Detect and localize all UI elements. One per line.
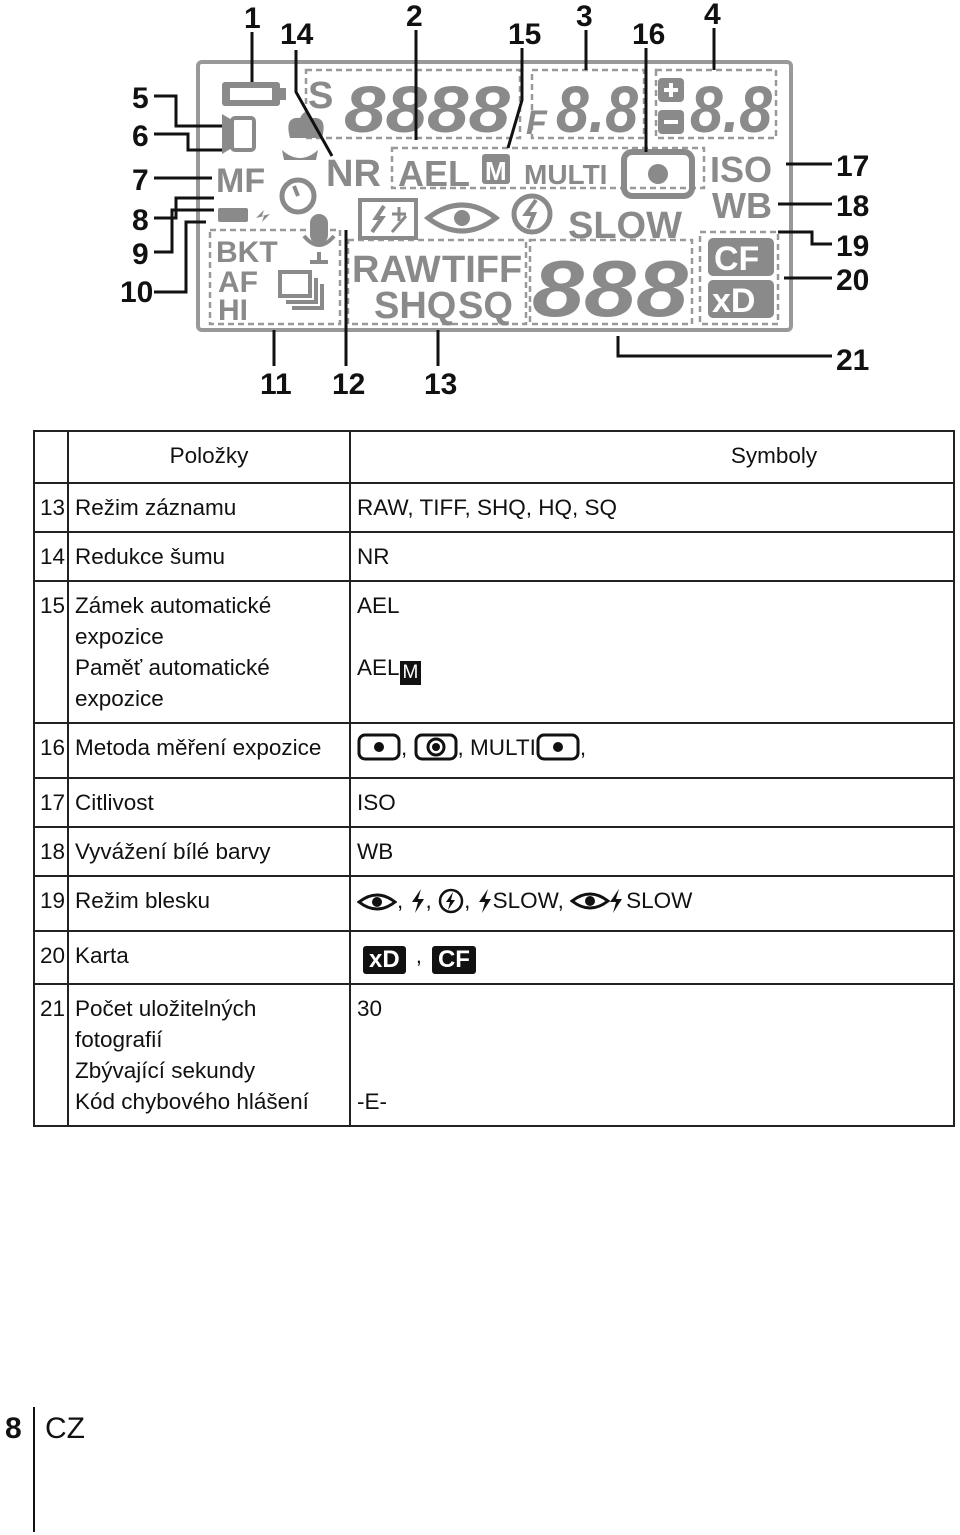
table-row	[34, 483, 954, 532]
lcd-f: F	[526, 104, 547, 142]
row-symbols: NR	[350, 532, 954, 581]
sequential-shooting-icon	[280, 272, 322, 308]
row-symbols	[350, 931, 954, 984]
row-num: 18	[34, 827, 68, 876]
table-row	[34, 581, 954, 723]
flash-bulb-icon	[222, 114, 254, 154]
lcd-bkt: BKT	[216, 236, 278, 269]
flash-off-icon	[438, 888, 464, 922]
row-item: Karta	[68, 931, 350, 984]
symbol-count: 30	[357, 996, 383, 1021]
callout-15: 15	[508, 18, 542, 51]
row-num: 20	[34, 931, 68, 984]
row-item	[68, 581, 350, 723]
xd-badge: xD	[363, 946, 406, 974]
macro-flower-icon	[282, 112, 324, 160]
row-symbols: RAW, TIFF, SHQ, HQ, SQ	[350, 483, 954, 532]
sep: ,	[464, 888, 471, 913]
row-num: 17	[34, 778, 68, 827]
spot-metering-icon	[624, 152, 692, 196]
row-item-line: Počet uložitelných fotografií	[75, 996, 257, 1052]
callout-1: 1	[244, 2, 261, 35]
row-num: 16	[34, 723, 68, 778]
m-badge-text: M	[400, 661, 422, 685]
row-item: Vyvážení bílé barvy	[68, 827, 350, 876]
table-row	[34, 931, 954, 984]
lcd-xd: xD	[712, 282, 756, 320]
row-symbols	[350, 876, 954, 931]
red-eye-slow-icon	[570, 888, 626, 922]
row-item-line: Zámek automatické expozice	[75, 593, 272, 649]
center-weighted-metering-icon	[357, 733, 401, 769]
row-item: Režim blesku	[68, 876, 350, 931]
flash-icon	[410, 888, 426, 922]
lcd-slow: SLOW	[568, 205, 682, 247]
language-code: CZ	[45, 1412, 85, 1445]
row-num: 14	[34, 532, 68, 581]
lcd-tiff: TIFF	[442, 249, 523, 291]
symbol-ael-memory	[357, 652, 947, 686]
table-header-row	[34, 431, 954, 483]
multi-metering-icon	[536, 733, 580, 769]
row-item: Režim záznamu	[68, 483, 350, 532]
callout-5: 5	[132, 82, 149, 115]
lcd-shutter-digits: 8888	[344, 72, 511, 146]
row-item: Metoda měření expozice	[68, 723, 350, 778]
footer-divider	[33, 1407, 35, 1532]
table-row	[34, 827, 954, 876]
lcd-m: M	[485, 156, 507, 186]
table-row	[34, 876, 954, 931]
table-row	[34, 778, 954, 827]
microphone-icon	[304, 214, 334, 262]
lcd-wb: WB	[712, 185, 772, 226]
callout-6: 6	[132, 120, 149, 153]
callout-4: 4	[704, 0, 721, 31]
row-item	[68, 984, 350, 1126]
callout-7: 7	[132, 164, 149, 197]
row-symbols	[350, 984, 954, 1126]
sep: ,	[397, 888, 404, 913]
xd-card-icon	[363, 944, 406, 975]
slow-label: SLOW,	[492, 888, 564, 913]
lcd-s: S	[308, 75, 334, 117]
callout-21: 21	[836, 344, 870, 377]
callout-3: 3	[576, 0, 593, 33]
sep: ,	[401, 735, 408, 760]
lcd-ael: AEL	[398, 153, 470, 194]
callout-16: 16	[632, 18, 666, 51]
cf-badge: CF	[432, 946, 476, 974]
callout-18: 18	[836, 190, 870, 223]
flash-compensation-icon	[360, 200, 416, 238]
callout-10: 10	[120, 276, 154, 309]
row-item-line: Paměť automatické expozice	[75, 655, 270, 711]
lcd-shq: SHQ	[374, 285, 457, 327]
header-symbols: Symboly	[350, 431, 954, 483]
sep: , MULTI	[457, 735, 536, 760]
symbol-ael: AEL	[357, 593, 400, 618]
lcd-cf: CF	[714, 240, 760, 278]
row-num: 21	[34, 984, 68, 1126]
row-num: 15	[34, 581, 68, 723]
row-item-line: Zbývající sekundy	[75, 1058, 256, 1083]
callout-8: 8	[132, 204, 149, 237]
lcd-count-digits: 888	[532, 244, 689, 333]
header-items: Položky	[68, 431, 350, 483]
self-timer-icon	[282, 180, 314, 212]
lcd-af: AF	[218, 266, 258, 299]
symbols-table	[33, 430, 955, 1127]
lcd-multi: MULTI	[524, 159, 608, 190]
m-badge-icon	[400, 655, 422, 686]
lcd-exposure-digits: 8.8	[690, 72, 773, 146]
callout-19: 19	[836, 230, 870, 263]
row-item: Redukce šumu	[68, 532, 350, 581]
sep: ,	[415, 943, 422, 968]
callout-17: 17	[836, 150, 870, 183]
callout-11: 11	[260, 368, 292, 401]
lcd-aperture-digits: 8.8	[556, 72, 639, 146]
lcd-panel-diagram	[0, 0, 960, 420]
lcd-sq: SQ	[458, 285, 513, 327]
lcd-nr: NR	[326, 153, 381, 195]
callout-14: 14	[280, 18, 314, 51]
slow-flash-icon	[477, 888, 493, 922]
page-number: 8	[5, 1412, 22, 1445]
cf-card-icon	[432, 944, 476, 975]
sep: ,	[425, 888, 432, 913]
row-item: Citlivost	[68, 778, 350, 827]
callout-12: 12	[332, 368, 366, 401]
symbol-ael-text: AEL	[357, 655, 400, 680]
battery-icon	[222, 82, 286, 106]
flash-off-icon	[514, 196, 550, 232]
spot-metering-icon	[414, 733, 458, 769]
callout-20: 20	[836, 264, 870, 297]
plus-minus-icon	[658, 78, 684, 134]
callout-2: 2	[406, 0, 423, 33]
row-symbols	[350, 723, 954, 778]
red-eye-icon	[357, 890, 397, 922]
remote-icon	[218, 208, 270, 222]
symbol-error: -E-	[357, 1089, 387, 1114]
slow-label: SLOW	[626, 888, 693, 913]
table-row	[34, 723, 954, 778]
row-symbols	[350, 581, 954, 723]
row-item-line: Kód chybového hlášení	[75, 1089, 309, 1114]
row-num: 13	[34, 483, 68, 532]
sep: ,	[579, 735, 587, 760]
header-num-cell	[34, 431, 68, 483]
lcd-mf: MF	[216, 162, 266, 200]
callout-9: 9	[132, 238, 149, 271]
lcd-raw: RAW	[352, 249, 441, 291]
callout-13: 13	[424, 368, 458, 401]
table-row	[34, 532, 954, 581]
red-eye-icon	[428, 205, 496, 231]
table-row	[34, 984, 954, 1126]
lcd-iso: ISO	[710, 149, 773, 190]
row-num: 19	[34, 876, 68, 931]
row-symbols: WB	[350, 827, 954, 876]
row-symbols: ISO	[350, 778, 954, 827]
lcd-hi: HI	[218, 294, 248, 327]
